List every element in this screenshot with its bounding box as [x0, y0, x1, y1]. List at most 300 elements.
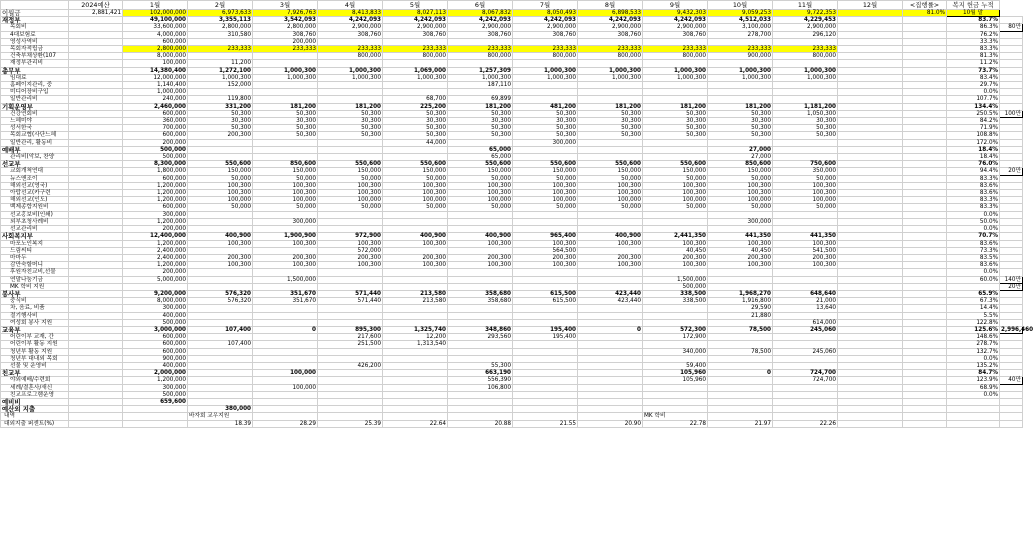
- month-cell[interactable]: [838, 348, 903, 355]
- month-cell[interactable]: [253, 139, 318, 146]
- note-cell[interactable]: [1000, 413, 1023, 420]
- month-cell[interactable]: [838, 218, 903, 225]
- month-cell[interactable]: [903, 355, 947, 362]
- month-cell[interactable]: [643, 211, 708, 218]
- month-cell[interactable]: 300,000: [708, 218, 773, 225]
- month-cell[interactable]: [318, 82, 383, 89]
- note-cell[interactable]: [1000, 226, 1023, 233]
- month-cell[interactable]: [903, 168, 947, 175]
- month-cell[interactable]: 50,300: [708, 125, 773, 132]
- month-cell[interactable]: 50,300: [318, 110, 383, 117]
- month-cell[interactable]: 1,000,300: [188, 74, 253, 81]
- item-label[interactable]: 4대보험료: [1, 31, 69, 38]
- month-cell[interactable]: [903, 384, 947, 391]
- month-cell[interactable]: [903, 283, 947, 290]
- month-cell[interactable]: 105,960: [643, 377, 708, 384]
- month-cell[interactable]: 50,300: [253, 132, 318, 139]
- note-cell[interactable]: [1000, 190, 1023, 197]
- month-cell[interactable]: [253, 247, 318, 254]
- month-cell[interactable]: [903, 146, 947, 153]
- rate-cell[interactable]: 84.7%: [947, 370, 1000, 377]
- month-cell[interactable]: [773, 60, 838, 67]
- header-welfare[interactable]: 복지 헌금 누적: [947, 1, 1000, 10]
- month-cell[interactable]: 50,000: [188, 175, 253, 182]
- rate-cell[interactable]: 11.2%: [947, 60, 1000, 67]
- month-cell[interactable]: [643, 60, 708, 67]
- month-cell[interactable]: [383, 211, 448, 218]
- month-cell[interactable]: [513, 60, 578, 67]
- rate-cell[interactable]: 5.5%: [947, 312, 1000, 319]
- rate-cell[interactable]: 86.3%: [947, 24, 1000, 31]
- month-cell[interactable]: 1,000,300: [773, 67, 838, 74]
- budget-cell[interactable]: 900,000: [123, 355, 188, 362]
- month-cell[interactable]: 100,300: [513, 190, 578, 197]
- rate-cell[interactable]: 76.2%: [947, 31, 1000, 38]
- month-cell[interactable]: 1,000,300: [318, 74, 383, 81]
- month-cell[interactable]: [838, 182, 903, 189]
- month-cell[interactable]: [903, 118, 947, 125]
- month-cell[interactable]: 30,300: [253, 118, 318, 125]
- month-cell[interactable]: 4,242,093: [643, 17, 708, 24]
- month-cell[interactable]: [643, 341, 708, 348]
- month-cell[interactable]: [188, 334, 253, 341]
- budget-cell[interactable]: 600,000: [123, 132, 188, 139]
- month-cell[interactable]: [708, 60, 773, 67]
- total-month[interactable]: 8,027,113: [383, 10, 448, 17]
- item-label[interactable]: 어린이부 교재, 간: [1, 334, 69, 341]
- month-cell[interactable]: 150,000: [578, 168, 643, 175]
- rate-cell[interactable]: 172.0%: [947, 139, 1000, 146]
- month-cell[interactable]: [838, 110, 903, 117]
- month-cell[interactable]: 50,300: [643, 110, 708, 117]
- month-cell[interactable]: [188, 269, 253, 276]
- month-cell[interactable]: [903, 254, 947, 261]
- note-cell[interactable]: [1000, 46, 1023, 53]
- rate-cell[interactable]: 135.2%: [947, 362, 1000, 369]
- budget-cell[interactable]: 12,000,000: [123, 74, 188, 81]
- month-cell[interactable]: [318, 139, 383, 146]
- rate-cell[interactable]: 0.0%: [947, 269, 1000, 276]
- month-cell[interactable]: 50,300: [318, 125, 383, 132]
- month-cell[interactable]: 100,300: [578, 262, 643, 269]
- month-cell[interactable]: [318, 312, 383, 319]
- budget-cell[interactable]: [123, 413, 188, 420]
- month-cell[interactable]: 300,000: [253, 218, 318, 225]
- rate-cell[interactable]: 132.7%: [947, 348, 1000, 355]
- budget-cell[interactable]: 33,600,000: [123, 24, 188, 31]
- note-cell[interactable]: [1000, 384, 1023, 391]
- note-cell[interactable]: [1000, 406, 1023, 413]
- note-cell[interactable]: [1000, 355, 1023, 362]
- item-label[interactable]: 일반관리비: [1, 96, 69, 103]
- month-cell[interactable]: [838, 175, 903, 182]
- note-cell[interactable]: [1000, 233, 1023, 240]
- month-cell[interactable]: [448, 276, 513, 283]
- month-cell[interactable]: [513, 96, 578, 103]
- month-cell[interactable]: [448, 283, 513, 290]
- month-cell[interactable]: [903, 46, 947, 53]
- month-cell[interactable]: [903, 204, 947, 211]
- item-label[interactable]: 어린이부 활동 지원: [1, 341, 69, 348]
- month-cell[interactable]: 22.26: [773, 420, 838, 427]
- month-cell[interactable]: [578, 305, 643, 312]
- rate-cell[interactable]: 84.2%: [947, 118, 1000, 125]
- month-cell[interactable]: [643, 398, 708, 405]
- month-cell[interactable]: [838, 168, 903, 175]
- month-cell[interactable]: 100,300: [578, 190, 643, 197]
- rate-cell[interactable]: 68.9%: [947, 384, 1000, 391]
- month-cell[interactable]: [838, 362, 903, 369]
- month-cell[interactable]: 100,000: [188, 197, 253, 204]
- month-cell[interactable]: 181,200: [643, 103, 708, 110]
- month-cell[interactable]: [903, 110, 947, 117]
- month-cell[interactable]: [838, 139, 903, 146]
- note-cell[interactable]: 100만: [1000, 110, 1023, 117]
- month-cell[interactable]: [903, 218, 947, 225]
- month-cell[interactable]: 50,000: [513, 175, 578, 182]
- month-cell[interactable]: [903, 190, 947, 197]
- month-cell[interactable]: 187,110: [448, 82, 513, 89]
- month-cell[interactable]: 1,968,270: [708, 290, 773, 297]
- month-cell[interactable]: [578, 406, 643, 413]
- month-cell[interactable]: 900,000: [708, 53, 773, 60]
- month-cell[interactable]: 50,000: [513, 204, 578, 211]
- month-cell[interactable]: [513, 146, 578, 153]
- month-cell[interactable]: [903, 406, 947, 413]
- month-cell[interactable]: 50,300: [448, 125, 513, 132]
- month-cell[interactable]: [643, 355, 708, 362]
- month-cell[interactable]: [773, 96, 838, 103]
- month-cell[interactable]: 550,600: [643, 161, 708, 168]
- month-cell[interactable]: 100,300: [253, 190, 318, 197]
- month-cell[interactable]: [513, 413, 578, 420]
- month-cell[interactable]: [708, 89, 773, 96]
- month-cell[interactable]: [838, 96, 903, 103]
- section-label[interactable]: 친교부: [1, 370, 69, 377]
- month-cell[interactable]: [188, 312, 253, 319]
- month-cell[interactable]: 2,441,350: [643, 233, 708, 240]
- month-cell[interactable]: 800,000: [383, 53, 448, 60]
- month-cell[interactable]: [578, 334, 643, 341]
- month-cell[interactable]: [708, 38, 773, 45]
- note-cell[interactable]: [1000, 31, 1023, 38]
- note-cell[interactable]: [1000, 319, 1023, 326]
- budget-cell[interactable]: 2,000,000: [123, 370, 188, 377]
- note-cell[interactable]: [1000, 362, 1023, 369]
- rate-cell[interactable]: 0.0%: [947, 211, 1000, 218]
- month-cell[interactable]: [838, 31, 903, 38]
- month-cell[interactable]: [838, 190, 903, 197]
- month-cell[interactable]: 100,000: [708, 197, 773, 204]
- note-cell[interactable]: [1000, 161, 1023, 168]
- month-cell[interactable]: 1,000,300: [253, 67, 318, 74]
- month-cell[interactable]: 50,000: [188, 204, 253, 211]
- month-cell[interactable]: [903, 420, 947, 427]
- month-cell[interactable]: [838, 118, 903, 125]
- month-cell[interactable]: [253, 348, 318, 355]
- month-cell[interactable]: [383, 406, 448, 413]
- section-label[interactable]: 예산외 지출: [1, 406, 69, 413]
- month-cell[interactable]: 615,500: [513, 298, 578, 305]
- month-cell[interactable]: 0: [253, 326, 318, 333]
- month-cell[interactable]: 바자회 교우지원: [188, 413, 253, 420]
- month-cell[interactable]: 100,300: [318, 182, 383, 189]
- rate-cell[interactable]: 29.7%: [947, 82, 1000, 89]
- item-label[interactable]: 중식비: [1, 298, 69, 305]
- total-month[interactable]: 6,973,633: [188, 10, 253, 17]
- note-cell[interactable]: [1000, 38, 1023, 45]
- budget-cell[interactable]: 1,800,000: [123, 168, 188, 175]
- month-cell[interactable]: 1,500,000: [253, 276, 318, 283]
- budget-cell[interactable]: 659,600: [123, 398, 188, 405]
- month-cell[interactable]: [253, 305, 318, 312]
- month-cell[interactable]: [383, 269, 448, 276]
- month-cell[interactable]: 1,000,300: [578, 74, 643, 81]
- month-cell[interactable]: [448, 269, 513, 276]
- rate-cell[interactable]: [947, 413, 1000, 420]
- month-cell[interactable]: 0: [578, 326, 643, 333]
- month-cell[interactable]: 150,000: [643, 168, 708, 175]
- budget-cell[interactable]: [123, 420, 188, 427]
- month-cell[interactable]: [578, 348, 643, 355]
- budget-cell[interactable]: 1,200,000: [123, 197, 188, 204]
- month-cell[interactable]: 1,000,300: [643, 67, 708, 74]
- month-cell[interactable]: [903, 53, 947, 60]
- month-cell[interactable]: [838, 247, 903, 254]
- month-cell[interactable]: [578, 269, 643, 276]
- month-cell[interactable]: [448, 312, 513, 319]
- month-cell[interactable]: 1,000,300: [513, 74, 578, 81]
- month-cell[interactable]: 4,242,093: [448, 17, 513, 24]
- month-cell[interactable]: 571,440: [318, 298, 383, 305]
- month-cell[interactable]: 181,200: [448, 103, 513, 110]
- month-cell[interactable]: 550,600: [383, 161, 448, 168]
- total-month[interactable]: 9,722,353: [773, 10, 838, 17]
- month-cell[interactable]: [838, 377, 903, 384]
- month-cell[interactable]: 4,242,093: [318, 17, 383, 24]
- header-month[interactable]: 7월: [513, 1, 578, 10]
- month-cell[interactable]: [838, 413, 903, 420]
- month-cell[interactable]: [838, 146, 903, 153]
- month-cell[interactable]: [318, 391, 383, 398]
- month-cell[interactable]: 30,300: [708, 118, 773, 125]
- month-cell[interactable]: 28.29: [253, 420, 318, 427]
- month-cell[interactable]: 195,400: [513, 326, 578, 333]
- month-cell[interactable]: 11,200: [188, 60, 253, 67]
- rate-cell[interactable]: 76.0%: [947, 161, 1000, 168]
- item-label[interactable]: 교회개척연대: [1, 168, 69, 175]
- month-cell[interactable]: 100,300: [708, 262, 773, 269]
- month-cell[interactable]: [903, 211, 947, 218]
- total-month[interactable]: 9,059,253: [708, 10, 773, 17]
- month-cell[interactable]: 200,300: [643, 254, 708, 261]
- month-cell[interactable]: [253, 319, 318, 326]
- rate-cell[interactable]: 83.6%: [947, 262, 1000, 269]
- month-cell[interactable]: 800,000: [513, 53, 578, 60]
- month-cell[interactable]: [643, 38, 708, 45]
- month-cell[interactable]: 233,333: [383, 46, 448, 53]
- note-cell[interactable]: 20만: [1000, 168, 1023, 175]
- month-cell[interactable]: 44,000: [383, 139, 448, 146]
- month-cell[interactable]: 172,900: [643, 334, 708, 341]
- item-label[interactable]: 마마두: [1, 254, 69, 261]
- month-cell[interactable]: [773, 362, 838, 369]
- month-cell[interactable]: 550,600: [318, 161, 383, 168]
- month-cell[interactable]: [903, 276, 947, 283]
- month-cell[interactable]: [318, 413, 383, 420]
- total-month[interactable]: 8,050,493: [513, 10, 578, 17]
- month-cell[interactable]: [448, 348, 513, 355]
- budget-cell[interactable]: 500,000: [123, 146, 188, 153]
- note-cell[interactable]: [1000, 60, 1023, 67]
- month-cell[interactable]: [838, 326, 903, 333]
- month-cell[interactable]: [773, 211, 838, 218]
- month-cell[interactable]: [903, 240, 947, 247]
- month-cell[interactable]: 426,200: [318, 362, 383, 369]
- month-cell[interactable]: 100,300: [318, 262, 383, 269]
- month-cell[interactable]: 50,300: [643, 125, 708, 132]
- total-note[interactable]: 10월 말: [947, 10, 1000, 17]
- month-cell[interactable]: 423,440: [578, 298, 643, 305]
- item-label[interactable]: 해외선교(인도): [1, 197, 69, 204]
- month-cell[interactable]: [903, 398, 947, 405]
- item-label[interactable]: 여성회 봉사 지원: [1, 319, 69, 326]
- month-cell[interactable]: [838, 370, 903, 377]
- month-cell[interactable]: 571,440: [318, 290, 383, 297]
- item-label[interactable]: 건축부채상환(107: [1, 53, 69, 60]
- month-cell[interactable]: 1,000,300: [708, 74, 773, 81]
- month-cell[interactable]: [903, 226, 947, 233]
- month-cell[interactable]: [383, 377, 448, 384]
- month-cell[interactable]: 200,300: [188, 132, 253, 139]
- month-cell[interactable]: [448, 226, 513, 233]
- month-cell[interactable]: 308,760: [643, 31, 708, 38]
- section-label[interactable]: 예비비: [1, 398, 69, 405]
- month-cell[interactable]: [643, 384, 708, 391]
- month-cell[interactable]: [903, 182, 947, 189]
- month-cell[interactable]: [903, 96, 947, 103]
- month-cell[interactable]: [448, 406, 513, 413]
- month-cell[interactable]: [903, 31, 947, 38]
- month-cell[interactable]: [448, 355, 513, 362]
- month-cell[interactable]: [838, 46, 903, 53]
- month-cell[interactable]: [513, 82, 578, 89]
- rate-cell[interactable]: 83.6%: [947, 240, 1000, 247]
- item-label[interactable]: 일반관리, 활동비: [1, 139, 69, 146]
- note-cell[interactable]: [1000, 125, 1023, 132]
- month-cell[interactable]: 400,900: [188, 233, 253, 240]
- month-cell[interactable]: [578, 413, 643, 420]
- total-month[interactable]: 9,432,303: [643, 10, 708, 17]
- month-cell[interactable]: [513, 319, 578, 326]
- month-cell[interactable]: [708, 96, 773, 103]
- month-cell[interactable]: 296,120: [773, 31, 838, 38]
- rate-cell[interactable]: 122.8%: [947, 319, 1000, 326]
- month-cell[interactable]: 50,300: [708, 132, 773, 139]
- month-cell[interactable]: 150,000: [383, 168, 448, 175]
- month-cell[interactable]: [578, 355, 643, 362]
- month-cell[interactable]: [383, 89, 448, 96]
- month-cell[interactable]: 50,000: [773, 204, 838, 211]
- month-cell[interactable]: 850,600: [708, 161, 773, 168]
- month-cell[interactable]: [188, 89, 253, 96]
- month-cell[interactable]: 78,500: [708, 348, 773, 355]
- budget-cell[interactable]: 240,000: [123, 96, 188, 103]
- note-cell[interactable]: [1000, 96, 1023, 103]
- month-cell[interactable]: 724,700: [773, 370, 838, 377]
- month-cell[interactable]: [838, 17, 903, 24]
- month-cell[interactable]: [838, 60, 903, 67]
- month-cell[interactable]: 340,000: [643, 348, 708, 355]
- rate-cell[interactable]: 18.4%: [947, 146, 1000, 153]
- carry-amount[interactable]: 2,881,421: [69, 10, 123, 17]
- month-cell[interactable]: 50,000: [383, 175, 448, 182]
- item-label[interactable]: 마포노인복지: [1, 240, 69, 247]
- rate-cell[interactable]: 0.0%: [947, 226, 1000, 233]
- month-cell[interactable]: [708, 211, 773, 218]
- month-cell[interactable]: 400,900: [578, 233, 643, 240]
- month-cell[interactable]: 20.90: [578, 420, 643, 427]
- month-cell[interactable]: 1,500,000: [643, 276, 708, 283]
- month-cell[interactable]: [903, 269, 947, 276]
- month-cell[interactable]: 100,300: [448, 240, 513, 247]
- note-cell[interactable]: [1000, 89, 1023, 96]
- month-cell[interactable]: 1,000,300: [513, 67, 578, 74]
- section-label[interactable]: 선교부: [1, 161, 69, 168]
- month-cell[interactable]: 21,000: [773, 298, 838, 305]
- month-cell[interactable]: [708, 283, 773, 290]
- month-cell[interactable]: 100,300: [448, 182, 513, 189]
- budget-cell[interactable]: [123, 406, 188, 413]
- month-cell[interactable]: 100,300: [253, 240, 318, 247]
- month-cell[interactable]: 100,300: [318, 190, 383, 197]
- month-cell[interactable]: 1,000,300: [643, 74, 708, 81]
- month-cell[interactable]: [708, 334, 773, 341]
- month-cell[interactable]: [838, 197, 903, 204]
- month-cell[interactable]: [253, 226, 318, 233]
- month-cell[interactable]: 100,000: [643, 197, 708, 204]
- month-cell[interactable]: [253, 398, 318, 405]
- month-cell[interactable]: 4,229,453: [773, 17, 838, 24]
- budget-cell[interactable]: 1,200,000: [123, 218, 188, 225]
- note-cell[interactable]: [1000, 391, 1023, 398]
- note-cell[interactable]: [1000, 82, 1023, 89]
- month-cell[interactable]: 100,300: [188, 262, 253, 269]
- month-cell[interactable]: [383, 60, 448, 67]
- month-cell[interactable]: [448, 247, 513, 254]
- month-cell[interactable]: 150,000: [513, 168, 578, 175]
- month-cell[interactable]: [578, 154, 643, 161]
- month-cell[interactable]: [318, 384, 383, 391]
- month-cell[interactable]: [383, 283, 448, 290]
- month-cell[interactable]: 100,300: [383, 190, 448, 197]
- month-cell[interactable]: [903, 154, 947, 161]
- month-cell[interactable]: 50,300: [643, 132, 708, 139]
- month-cell[interactable]: 200,300: [188, 254, 253, 261]
- month-cell[interactable]: [903, 312, 947, 319]
- month-cell[interactable]: 100,300: [773, 240, 838, 247]
- note-cell[interactable]: [1000, 182, 1023, 189]
- month-cell[interactable]: 481,200: [513, 103, 578, 110]
- month-cell[interactable]: [903, 362, 947, 369]
- month-cell[interactable]: [773, 146, 838, 153]
- month-cell[interactable]: 1,325,740: [383, 326, 448, 333]
- month-cell[interactable]: 50,000: [253, 175, 318, 182]
- month-cell[interactable]: 69,899: [448, 96, 513, 103]
- month-cell[interactable]: [513, 398, 578, 405]
- month-cell[interactable]: [708, 362, 773, 369]
- month-cell[interactable]: 614,000: [773, 319, 838, 326]
